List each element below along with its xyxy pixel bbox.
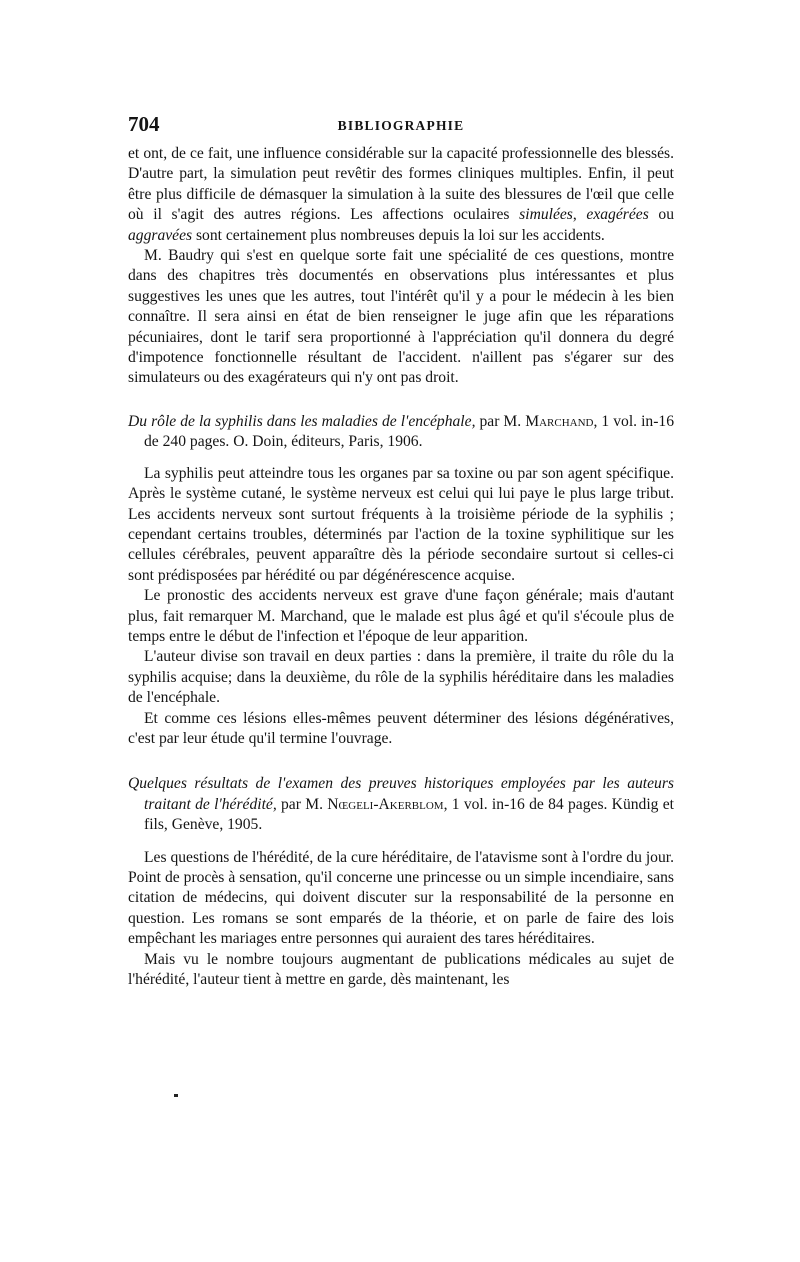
book-details: , 1 vol. in-16 de 84 pages. Kündig et fils, Genève, 1905.	[144, 795, 674, 834]
running-title: BIBLIOGRAPHIE	[337, 118, 465, 133]
paragraph-text: Et comme ces lésions elles-mêmes peuvent déterminer des lésions dégénératives, c'est par leur étude qu'il termine l'ouvrage.	[128, 709, 674, 747]
running-head	[128, 112, 674, 144]
entry-by: par M.	[276, 795, 328, 813]
entry-by: par M.	[475, 412, 526, 430]
bibliographic-entry	[128, 774, 674, 835]
paragraph-text: Le pronostic des accidents nerveux est grave d'une façon générale; mais d'autant plus, fait remarquer M. Marchand, que le malade est plus âgé et qu'il s'écoule plus de temps entre le début de l'infection et l'époque de leur apparition.	[128, 587, 674, 645]
book-title: Du rôle de la syphilis dans les maladies de l'encéphale,	[128, 412, 476, 430]
book-details: , 1 vol. in-16 de 240 pages. O. Doin, éditeurs, Paris, 1906.	[144, 412, 674, 451]
bibliographic-entry	[128, 412, 674, 453]
paragraph-baudry: M. Baudry qui s'est en quelque sorte fait une spécialité de ces questions, montre dans des chapitres très documentés en observations plus intéressantes et plus suggestives les unes que les autres, tout l'intérêt qu'il y a pour le médecin à les bien connaître. Il sera ainsi en état de bien renseigner le juge afin que les réparations pécuniaires, dont le tarif sera proportionné à l'appréciation qu'il donnera du degré d'impotence fonctionnelle résultant de l'accident. n'aillent pas s'égarer sur des simulateurs ou des exagérateurs qui n'y ont pas droit.	[128, 247, 674, 387]
separator: ,	[572, 206, 587, 224]
paragraph-simulation	[128, 144, 674, 246]
paragraph-text: L'auteur divise son travail en deux parties : dans la première, il traite du rôle du la syphilis acquise; dans la deuxième, du rôle de la syphilis héréditaire dans les maladies de l'encéphale.	[128, 648, 674, 707]
paragraph-text: et ont, de ce fait, une influence considérable sur la capacité professionnelle des blessés. D'autre part, la simulation peut revêtir des formes cliniques multiples. Enfin, il peut être plus difficile de démasquer la simulation à la suite des blessures de l'œil que celle où il s'agit des autres régions. Les affections oculaires	[128, 145, 674, 224]
italic-term: simulées	[519, 206, 573, 224]
paragraph-text: La syphilis peut atteindre tous les organes par sa toxine ou par son agent spécifique. Après le système cutané, le système nerveux est celui qui lui paye le plus large tribut. Les accidents nerveux sont surtout fréquents à la troisième période de la syphilis ; cependant certains troubles, déterminés par l'action de la toxine syphilitique sur les cellules cérébrales, peuvent apparaître dès la période secondaire surtout si celles-ci sont prédisposées par hérédité ou par dégénérescence acquise.	[128, 464, 674, 584]
italic-term: exagérées	[586, 206, 649, 224]
book-author: Marchand	[525, 412, 594, 430]
separator: ou	[648, 206, 675, 224]
paragraph-text: Mais vu le nombre toujours augmentant de publications médicales au sujet de l'hérédité, l'auteur tient à mettre en garde, dès maintenant, les	[128, 950, 674, 989]
book-page	[128, 112, 674, 990]
ink-speck	[174, 1094, 178, 1097]
paragraph-text: Les questions de l'hérédité, de la cure héréditaire, de l'atavisme sont à l'ordre du jour. Point de procès à sensation, qu'il concerne une princesse ou un simple incendiaire, sans citation de médecins, qui doivent discuter sur la responsabilité de la personne en question. Les romans se sont emparés de la théorie, et on parle de faire des lois empêchant les mariages entre personnes qui auraient des tares héréditaires.	[128, 848, 674, 948]
italic-term: aggravées	[128, 226, 193, 244]
book-author: Nœgeli-Akerblom	[327, 795, 444, 813]
page-number: 704	[128, 112, 160, 136]
book-title: Quelques résultats de l'examen des preuves historiques employées par les auteurs traitant de l'hérédité,	[128, 775, 674, 813]
paragraph-text: sont certainement plus nombreuses depuis la loi sur les accidents.	[192, 226, 605, 244]
